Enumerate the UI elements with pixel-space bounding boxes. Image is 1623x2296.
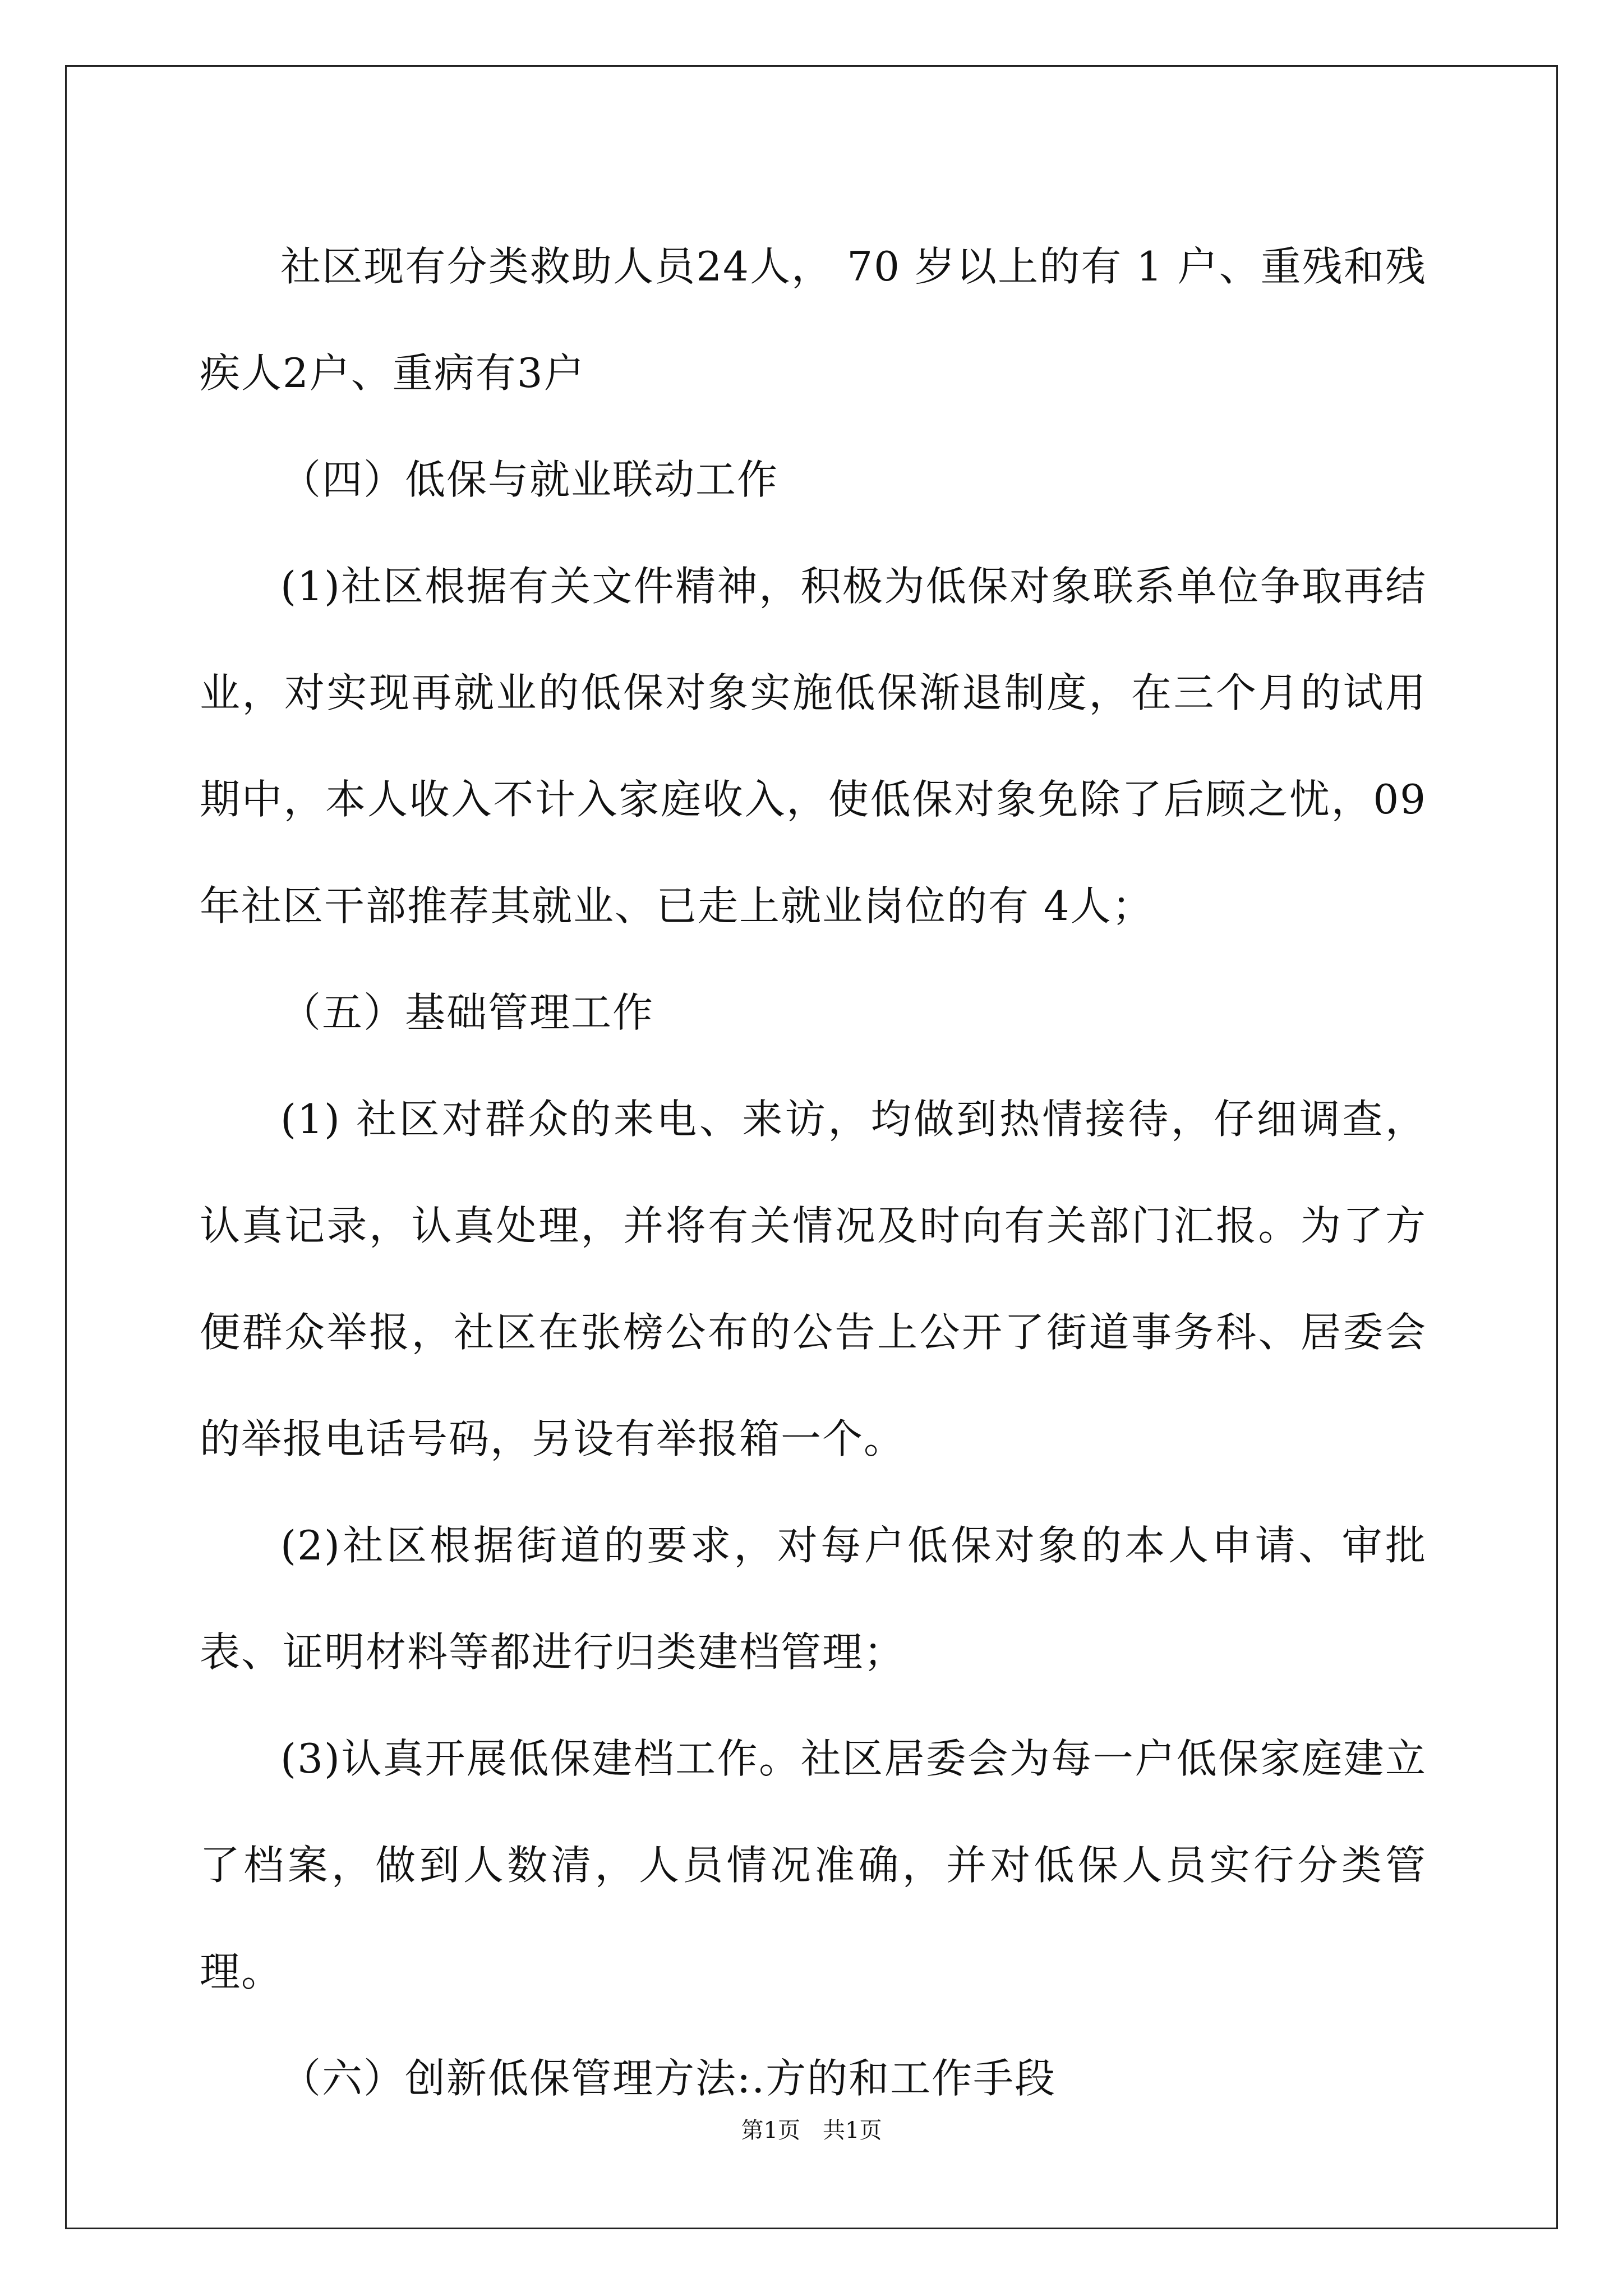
document-body [200, 213, 1427, 2132]
heading-section-5: （五）基础管理工作 [280, 989, 654, 1036]
heading-section-6: （六）创新低保管理方法:.方的和工作手段 [280, 2055, 1057, 2102]
paragraph-employment-linkage: (1)社区根据有关文件精神，积极为低保对象联系单位争取再结业，对实现再就业的低保对象实施低保渐退制度，在三个月的试用期中，本人收入不计入家庭收入，使低保对象免除了后顾之忧，09年社区干部推荐其就业、已走上就业岗位的有 4人； [200, 563, 1427, 930]
paragraph-archiving: (2)社区根据街道的要求，对每户低保对象的本人申请、审批表、证明材料等都进行归类建档管理； [200, 1522, 1427, 1676]
heading-section-4: （四）低保与就业联动工作 [280, 456, 779, 503]
paragraph-visits-reporting: (1) 社区对群众的来电、来访，均做到热情接待，仔细调查，认真记录，认真处理，并将有关情况及时向有关部门汇报。为了方便群众举报，社区在张榜公布的公告上公开了街道事务科、居委会的举报电话号码，另设有举报箱一个。 [200, 1096, 1427, 1462]
paragraph-file-building: (3)认真开展低保建档工作。社区居委会为每一户低保家庭建立了档案，做到人数清，人员情况准确，并对低保人员实行分类管理。 [200, 1735, 1427, 1995]
paragraph-assistance-summary: 社区现有分类救助人员24人， 70 岁以上的有 1 户、重残和残疾人2户、重病有3户 [200, 243, 1427, 397]
page-footer: 第1页 共1页 [741, 2118, 882, 2143]
